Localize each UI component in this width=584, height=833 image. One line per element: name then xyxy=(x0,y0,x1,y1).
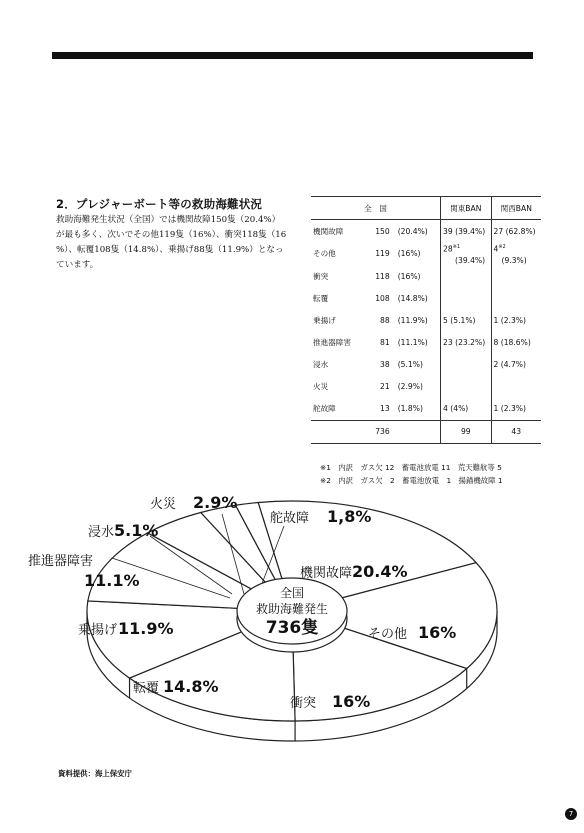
row-name: 浸水 xyxy=(313,360,329,370)
total-kansai: 43 xyxy=(491,420,541,443)
row-kanto xyxy=(441,266,491,288)
table-row xyxy=(311,310,541,332)
kansai-count: 4 xyxy=(493,244,499,254)
slice-name-label: 転覆 xyxy=(133,681,160,696)
row-pct: (5.1%) xyxy=(397,360,423,370)
table-row xyxy=(311,354,541,376)
row-count: 13 xyxy=(380,404,390,414)
row-kansai xyxy=(491,266,541,288)
kansai-pct: (9.3%) xyxy=(501,255,527,265)
row-pct: (11.1%) xyxy=(397,338,428,348)
slice-name-label: 衝突 xyxy=(290,696,317,711)
note-line: ※1 内訳 ガス欠 12 蓄電池放電 11 荒天難航等 5 xyxy=(320,463,502,472)
row-count: 88 xyxy=(380,316,390,326)
row-kansai: 1 (2.3%) xyxy=(491,398,541,421)
slice-value-label: 16% xyxy=(332,692,371,711)
table-header-row xyxy=(311,197,541,220)
slice-name-label: 機関故障 xyxy=(300,566,353,581)
table-total-row xyxy=(311,420,541,443)
slice-value-label: 14.8% xyxy=(163,677,219,696)
table-row xyxy=(311,332,541,354)
rescue-pie-chart xyxy=(0,470,584,770)
row-name: その他 xyxy=(313,249,336,259)
row-kansai: 1 (2.3%) xyxy=(491,310,541,332)
row-pct: (2.9%) xyxy=(397,382,423,392)
section-heading: 2．プレジャーボート等の救助海難状況 xyxy=(56,197,263,211)
slice-name-label: 舵故障 xyxy=(270,511,310,526)
row-count: 38 xyxy=(380,360,390,370)
center-total: 736隻 xyxy=(265,618,319,638)
row-kanto xyxy=(441,354,491,376)
row-name: 転覆 xyxy=(313,294,329,304)
table-row xyxy=(311,288,541,310)
paragraph-line: が最も多く、次いでその他119隻（16%）、衝突118隻（16 xyxy=(56,230,287,240)
row-count: 21 xyxy=(380,382,390,392)
row-name: 舵故障 xyxy=(313,404,336,414)
header-national: 全 国 xyxy=(311,197,441,220)
row-pct: (16%) xyxy=(397,249,421,259)
table-row xyxy=(311,220,541,243)
row-pct: (20.4%) xyxy=(397,226,428,236)
slice-name-label: 推進器障害 xyxy=(28,554,94,569)
note-line: ※2 内訳 ガス欠 2 蓄電池放電 1 揚錨機故障 1 xyxy=(320,476,503,485)
paragraph-line: %）、転覆108隻（14.8%）、乗揚げ88隻（11.9%）となっ xyxy=(56,245,284,255)
slice-value-label: 5.1% xyxy=(114,521,159,540)
header-kanto: 関東BAN xyxy=(441,197,491,220)
total-spacer xyxy=(392,420,441,443)
total-national: 736 xyxy=(365,420,392,443)
slice-value-label: 11.1% xyxy=(84,571,140,590)
row-kanto xyxy=(441,242,491,266)
slice-name-label: その他 xyxy=(368,627,408,642)
row-kanto: 23 (23.2%) xyxy=(441,332,491,354)
header-rule xyxy=(52,52,533,59)
slice-name-label: 乗揚げ xyxy=(78,623,118,638)
footnote-mark: ※1 xyxy=(452,244,461,250)
row-kansai: 27 (62.8%) xyxy=(491,220,541,243)
kanto-count: 28 xyxy=(443,244,453,254)
row-count: 81 xyxy=(380,338,390,348)
rescue-stats-table xyxy=(311,196,541,444)
source-credit: 資料提供：海上保安庁 xyxy=(58,769,132,778)
center-label-line: 全国 xyxy=(279,586,305,600)
slice-value-label: 16% xyxy=(418,623,457,642)
kanto-pct: (39.4%) xyxy=(455,255,486,265)
row-pct: (1.8%) xyxy=(397,404,423,414)
slice-value-label: 20.4% xyxy=(352,562,408,581)
row-count: 119 xyxy=(375,249,390,259)
row-name: 推進器障害 xyxy=(313,338,351,348)
section-paragraph xyxy=(56,213,288,273)
row-kansai xyxy=(491,288,541,310)
paragraph-line: ています。 xyxy=(56,260,99,270)
paragraph-line: 救助海難発生状況（全国）では機関故障150隻（20.4%） xyxy=(56,215,281,225)
row-pct: (14.8%) xyxy=(397,294,428,304)
slice-name-label: 火災 xyxy=(150,497,177,512)
row-kanto xyxy=(441,288,491,310)
footnote-mark: ※2 xyxy=(498,244,506,250)
row-name: 火災 xyxy=(313,382,329,392)
row-pct: (16%) xyxy=(397,272,421,282)
center-label-line: 救助海難発生 xyxy=(255,602,329,616)
header-kansai: 関西BAN xyxy=(491,197,541,220)
slice-value-label: 11.9% xyxy=(118,619,174,638)
row-kansai: 8 (18.6%) xyxy=(491,332,541,354)
row-kansai: 2 (4.7%) xyxy=(491,354,541,376)
row-kanto: 4 (4%) xyxy=(441,398,491,421)
row-kanto: 5 (5.1%) xyxy=(441,310,491,332)
total-spacer xyxy=(311,420,365,443)
slice-value-label: 1,8% xyxy=(327,507,372,526)
row-kanto: 39 (39.4%) xyxy=(441,220,491,243)
row-kansai xyxy=(491,376,541,398)
row-count: 150 xyxy=(375,226,390,236)
table-row xyxy=(311,242,541,266)
row-count: 108 xyxy=(375,294,390,304)
row-name: 機関故障 xyxy=(313,226,344,236)
table-row xyxy=(311,266,541,288)
row-count: 118 xyxy=(375,272,390,282)
slice-name-label: 浸水 xyxy=(88,525,115,540)
row-kanto xyxy=(441,376,491,398)
page-number: 7 xyxy=(565,808,577,820)
slice-value-label: 2.9% xyxy=(193,493,238,512)
table-row xyxy=(311,376,541,398)
total-kanto: 99 xyxy=(441,420,491,443)
row-kansai xyxy=(491,242,541,266)
table-row xyxy=(311,398,541,421)
row-name: 衝突 xyxy=(313,272,329,282)
row-name: 乗揚げ xyxy=(313,316,336,326)
row-pct: (11.9%) xyxy=(397,316,428,326)
